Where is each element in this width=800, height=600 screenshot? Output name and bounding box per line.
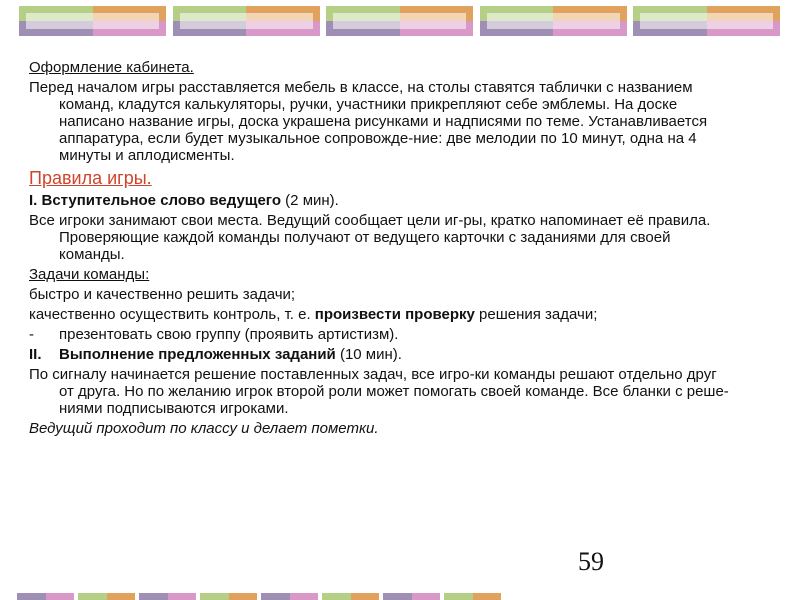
step-1-heading	[29, 192, 729, 209]
decor-strip	[322, 593, 379, 600]
task-3-text: презентовать свою группу (проявить артистизм).	[59, 326, 399, 343]
decor-bar	[326, 6, 473, 36]
slide-content	[29, 59, 729, 440]
rules-heading: Правила игры.	[29, 168, 152, 188]
page-number: 59	[578, 547, 604, 576]
task-3-marker: -	[29, 326, 34, 343]
section-title-cabinet: Оформление кабинета.	[29, 59, 194, 76]
decor-strip	[200, 593, 257, 600]
task-2-bold: произвести проверку	[314, 306, 475, 323]
closing-note: Ведущий проходит по классу и делает пометки.	[29, 420, 379, 437]
step-2-marker: II.	[29, 346, 42, 363]
task-1: быстро и качественно решить задачи;	[29, 286, 296, 303]
decor-strip	[78, 593, 135, 600]
step-2-duration: (10 мин).	[335, 346, 402, 363]
decor-strip	[444, 593, 501, 600]
step-2-title: Выполнение предложенных заданий	[59, 346, 336, 363]
step-2-text: По сигналу начинается решение поставленных задач, все игро-ки команды решают отдельно друг от друга. Но по желанию игрок второй роли может помогать своей команде. Все бланки с реше-ниями подписываются игроками.	[29, 366, 729, 417]
decor-bar	[173, 6, 320, 36]
step-1-duration: (2 мин).	[281, 192, 339, 209]
decor-strip	[17, 593, 74, 600]
task-2	[29, 306, 729, 323]
task-2-pre: качественно осуществить контроль, т. е.	[29, 306, 315, 323]
cabinet-description: Перед началом игры расставляется мебель в классе, на столы ставятся таблички с названием команд, кладутся калькуляторы, ручки, участники прикрепляют себе эмблемы. На доске написано название игры, доска украшена рисунками и надписями по теме. Устанавливается аппаратура, если будет музыкальное сопровожде-ние: две мелодии по 10 минут, одна на 4 минуты и аплодисменты.	[29, 79, 708, 164]
decor-bar	[633, 6, 780, 36]
decor-bar	[19, 6, 166, 36]
step-1-title: I. Вступительное слово ведущего	[29, 192, 282, 209]
decor-strip	[139, 593, 196, 600]
decor-strip	[383, 593, 440, 600]
step-1-text: Все игроки занимают свои места. Ведущий сообщает цели иг-ры, кратко напоминает её правила. Проверяющие каждой команды получают от ведущего карточки с заданиями для своей команды.	[29, 212, 711, 263]
task-2-post: решения задачи;	[474, 306, 598, 323]
decor-bar	[480, 6, 627, 36]
tasks-heading: Задачи команды:	[29, 266, 150, 283]
task-3	[29, 326, 729, 343]
decor-strip	[261, 593, 318, 600]
step-2-heading	[29, 346, 729, 363]
